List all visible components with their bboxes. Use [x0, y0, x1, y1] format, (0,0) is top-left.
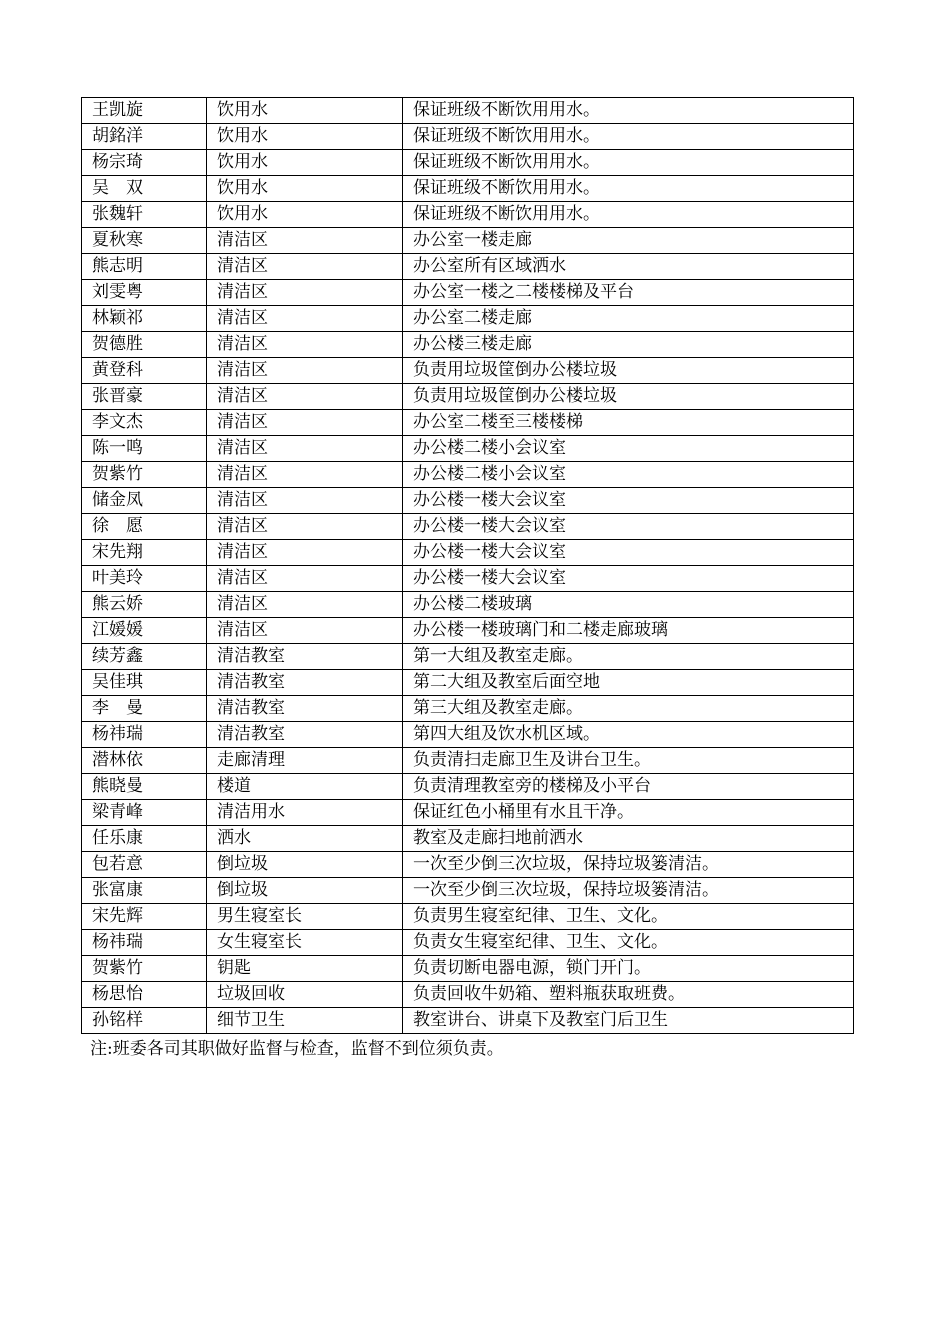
table-row: [82, 228, 854, 254]
table-row: [82, 514, 854, 540]
name-cell: 王凯旋: [82, 98, 207, 124]
detail-cell: 办公室一楼之二楼楼梯及平台: [403, 280, 854, 306]
table-row: [82, 254, 854, 280]
table-row: [82, 384, 854, 410]
detail-cell: 办公楼一楼大会议室: [403, 540, 854, 566]
name-cell: 夏秋寒: [82, 228, 207, 254]
task-cell: 清洁区: [207, 592, 403, 618]
table-row: [82, 774, 854, 800]
table-row: [82, 826, 854, 852]
detail-cell: 负责用垃圾筐倒办公楼垃圾: [403, 384, 854, 410]
detail-cell: 负责男生寝室纪律、卫生、文化。: [403, 904, 854, 930]
task-cell: 走廊清理: [207, 748, 403, 774]
task-cell: 清洁区: [207, 410, 403, 436]
task-cell: 清洁区: [207, 618, 403, 644]
name-cell: 胡銘洋: [82, 124, 207, 150]
name-cell: 杨宗琦: [82, 150, 207, 176]
detail-cell: 办公室二楼至三楼楼梯: [403, 410, 854, 436]
detail-cell: 第一大组及教室走廊。: [403, 644, 854, 670]
task-cell: 清洁区: [207, 514, 403, 540]
table-row: [82, 852, 854, 878]
task-cell: 清洁区: [207, 280, 403, 306]
detail-cell: 办公楼二楼小会议室: [403, 436, 854, 462]
detail-cell: 第四大组及饮水机区域。: [403, 722, 854, 748]
task-cell: 清洁教室: [207, 644, 403, 670]
table-row: [82, 280, 854, 306]
detail-cell: 负责女生寝室纪律、卫生、文化。: [403, 930, 854, 956]
detail-cell: 办公楼二楼玻璃: [403, 592, 854, 618]
detail-cell: 保证红色小桶里有水且干净。: [403, 800, 854, 826]
detail-cell: 负责切断电器电源，锁门开门。: [403, 956, 854, 982]
name-cell: 李 曼: [82, 696, 207, 722]
footnote: 注:班委各司其职做好监督与检查，监督不到位须负责。: [90, 1039, 504, 1059]
name-cell: 吴 双: [82, 176, 207, 202]
table-row: [82, 930, 854, 956]
detail-cell: 办公室二楼走廊: [403, 306, 854, 332]
table-row: [82, 696, 854, 722]
task-cell: 清洁区: [207, 228, 403, 254]
detail-cell: 办公楼一楼玻璃门和二楼走廊玻璃: [403, 618, 854, 644]
table-row: [82, 462, 854, 488]
name-cell: 张富康: [82, 878, 207, 904]
name-cell: 杨祎瑞: [82, 930, 207, 956]
detail-cell: 教室讲台、讲桌下及教室门后卫生: [403, 1008, 854, 1034]
name-cell: 包若意: [82, 852, 207, 878]
name-cell: 李文杰: [82, 410, 207, 436]
name-cell: 贺紫竹: [82, 462, 207, 488]
detail-cell: 办公室所有区域洒水: [403, 254, 854, 280]
task-cell: 洒水: [207, 826, 403, 852]
task-cell: 清洁区: [207, 436, 403, 462]
task-cell: 清洁区: [207, 540, 403, 566]
name-cell: 贺德胜: [82, 332, 207, 358]
table-row: [82, 982, 854, 1008]
table-row: [82, 540, 854, 566]
task-cell: 钥匙: [207, 956, 403, 982]
table-row: [82, 1008, 854, 1034]
table-row: [82, 306, 854, 332]
task-cell: 清洁区: [207, 384, 403, 410]
table-row: [82, 644, 854, 670]
task-cell: 饮用水: [207, 202, 403, 228]
detail-cell: 第二大组及教室后面空地: [403, 670, 854, 696]
name-cell: 孙铭样: [82, 1008, 207, 1034]
table-row: [82, 176, 854, 202]
task-cell: 清洁用水: [207, 800, 403, 826]
table-row: [82, 124, 854, 150]
name-cell: 续芳鑫: [82, 644, 207, 670]
table-row: [82, 956, 854, 982]
detail-cell: 第三大组及教室走廊。: [403, 696, 854, 722]
task-cell: 倒垃圾: [207, 852, 403, 878]
task-cell: 男生寝室长: [207, 904, 403, 930]
name-cell: 潜林依: [82, 748, 207, 774]
table-row: [82, 878, 854, 904]
table-row: [82, 566, 854, 592]
detail-cell: 保证班级不断饮用用水。: [403, 124, 854, 150]
name-cell: 吴佳琪: [82, 670, 207, 696]
detail-cell: 负责清扫走廊卫生及讲台卫生。: [403, 748, 854, 774]
table-row: [82, 150, 854, 176]
task-cell: 清洁区: [207, 462, 403, 488]
table-row: [82, 488, 854, 514]
detail-cell: 保证班级不断饮用用水。: [403, 176, 854, 202]
name-cell: 储金凤: [82, 488, 207, 514]
table-row: [82, 670, 854, 696]
detail-cell: 保证班级不断饮用用水。: [403, 150, 854, 176]
table-row: [82, 904, 854, 930]
detail-cell: 办公楼三楼走廊: [403, 332, 854, 358]
task-cell: 清洁区: [207, 332, 403, 358]
detail-cell: 一次至少倒三次垃圾，保持垃圾篓清洁。: [403, 852, 854, 878]
table-row: [82, 332, 854, 358]
task-cell: 细节卫生: [207, 1008, 403, 1034]
table-row: [82, 722, 854, 748]
name-cell: 熊云娇: [82, 592, 207, 618]
name-cell: 张晋豪: [82, 384, 207, 410]
table-row: [82, 800, 854, 826]
table-row: [82, 410, 854, 436]
detail-cell: 一次至少倒三次垃圾，保持垃圾篓清洁。: [403, 878, 854, 904]
name-cell: 宋先翔: [82, 540, 207, 566]
detail-cell: 负责清理教室旁的楼梯及小平台: [403, 774, 854, 800]
name-cell: 杨思怡: [82, 982, 207, 1008]
task-cell: 女生寝室长: [207, 930, 403, 956]
task-cell: 饮用水: [207, 124, 403, 150]
detail-cell: 办公楼一楼大会议室: [403, 566, 854, 592]
detail-cell: 办公楼一楼大会议室: [403, 488, 854, 514]
task-cell: 楼道: [207, 774, 403, 800]
table-row: [82, 592, 854, 618]
task-cell: 清洁区: [207, 358, 403, 384]
table-row: [82, 202, 854, 228]
name-cell: 叶美玲: [82, 566, 207, 592]
name-cell: 刘雯粤: [82, 280, 207, 306]
detail-cell: 办公楼一楼大会议室: [403, 514, 854, 540]
task-cell: 饮用水: [207, 176, 403, 202]
task-cell: 清洁区: [207, 488, 403, 514]
duty-table-body: [82, 98, 854, 1034]
task-cell: 清洁区: [207, 306, 403, 332]
name-cell: 林颖祁: [82, 306, 207, 332]
name-cell: 熊志明: [82, 254, 207, 280]
task-cell: 饮用水: [207, 150, 403, 176]
task-cell: 倒垃圾: [207, 878, 403, 904]
name-cell: 梁青峰: [82, 800, 207, 826]
table-row: [82, 618, 854, 644]
name-cell: 徐 愿: [82, 514, 207, 540]
duty-table: [81, 97, 854, 1034]
detail-cell: 负责回收牛奶箱、塑料瓶获取班费。: [403, 982, 854, 1008]
task-cell: 饮用水: [207, 98, 403, 124]
detail-cell: 办公室一楼走廊: [403, 228, 854, 254]
task-cell: 清洁教室: [207, 670, 403, 696]
detail-cell: 负责用垃圾筐倒办公楼垃圾: [403, 358, 854, 384]
name-cell: 黄登科: [82, 358, 207, 384]
task-cell: 清洁区: [207, 254, 403, 280]
name-cell: 熊晓曼: [82, 774, 207, 800]
name-cell: 任乐康: [82, 826, 207, 852]
name-cell: 江媛媛: [82, 618, 207, 644]
task-cell: 垃圾回收: [207, 982, 403, 1008]
name-cell: 贺紫竹: [82, 956, 207, 982]
task-cell: 清洁教室: [207, 722, 403, 748]
table-row: [82, 358, 854, 384]
name-cell: 张魏轩: [82, 202, 207, 228]
task-cell: 清洁教室: [207, 696, 403, 722]
table-row: [82, 98, 854, 124]
detail-cell: 保证班级不断饮用用水。: [403, 98, 854, 124]
detail-cell: 教室及走廊扫地前洒水: [403, 826, 854, 852]
name-cell: 杨祎瑞: [82, 722, 207, 748]
detail-cell: 保证班级不断饮用用水。: [403, 202, 854, 228]
table-row: [82, 748, 854, 774]
name-cell: 陈一鸣: [82, 436, 207, 462]
task-cell: 清洁区: [207, 566, 403, 592]
table-row: [82, 436, 854, 462]
detail-cell: 办公楼二楼小会议室: [403, 462, 854, 488]
name-cell: 宋先辉: [82, 904, 207, 930]
